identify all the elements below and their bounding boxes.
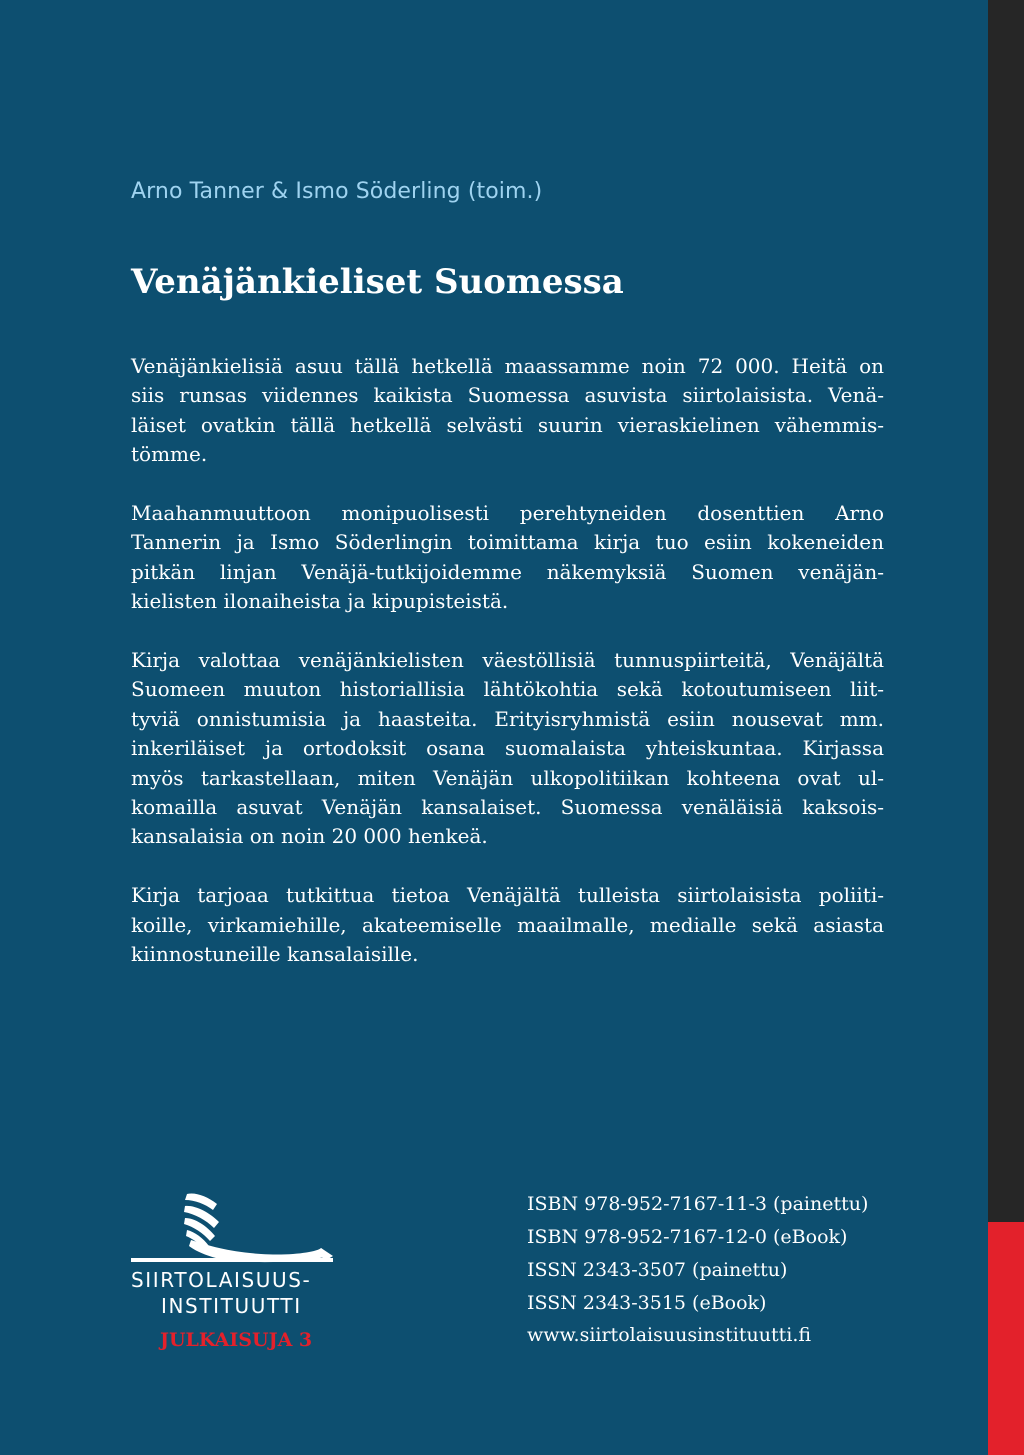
text-line: Maahanmuuttoon monipuolisesti perehtyneiden dosenttien Arno [131,501,884,526]
text-line: kansalaisia on noin 20 000 henkeä. [131,824,488,849]
text-line: inkeriläiset ja ortodoksit osana suomalaista yhteiskuntaa. Kirjassa [131,736,884,761]
identifier-list [527,1188,868,1320]
book-title: Venäjänkieliset Suomessa [131,262,624,302]
text-line: siis runsas viidennes kaikista Suomessa asuvista siirtolaisista. Venä- [131,383,884,408]
text-line: komailla asuvat Venäjän kansalaiset. Suomessa venäläisiä kaksois- [131,795,884,820]
text-line: tömme. [131,442,208,467]
description [131,352,884,999]
issn-ebook: ISSN 2343-3515 (eBook) [527,1292,767,1314]
description-paragraph [131,499,884,617]
text-line: läiset ovatkin tällä hetkellä selvästi suurin vieraskielinen vähemmis- [131,412,884,437]
institute-logo [131,1190,371,1360]
description-paragraph [131,646,884,852]
text-line: myös tarkastellaan, miten Venäjän ulkopolitiikan kohteena ovat ul- [131,765,884,790]
text-line: kielisten ilonaiheista ja kipupisteistä. [131,589,509,614]
text-line: kiinnostuneille kansalaisille. [131,942,419,967]
text-line: Suomeen muuton historiallisia lähtökohtia sekä kotoutumiseen liit- [131,677,884,702]
logo-name-line1: SIIRTOLAISUUS- [131,1268,312,1292]
isbn-print: ISBN 978-952-7167-11-3 (painettu) [527,1193,869,1215]
hand-bird-icon [131,1190,371,1270]
isbn-ebook: ISBN 978-952-7167-12-0 (eBook) [527,1226,848,1248]
description-paragraph [131,881,884,969]
spine-red-band [988,1222,1024,1455]
website-url: www.siirtolaisuusinstituutti.fi [527,1324,812,1346]
series-label: JULKAISUJA 3 [160,1329,313,1351]
logo-name-line2: INSTITUUTTI [161,1294,302,1318]
text-line: Kirja tarjoaa tutkittua tietoa Venäjältä tulleista siirtolaisista poliiti- [131,883,884,908]
text-line: Venäjänkielisiä asuu tällä hetkellä maassamme noin 72 000. Heitä on [131,354,884,378]
text-line: tyviä onnistumisia ja haasteita. Erityisryhmistä esiin nousevat mm. [131,706,884,731]
description-paragraph [131,352,884,470]
text-line: Tannerin ja Ismo Söderlingin toimittama kirja tuo esiin kokeneiden [131,530,884,555]
text-line: Kirja valottaa venäjänkielisten väestöllisiä tunnuspiirteitä, Venäjältä [131,648,884,673]
text-line: pitkän linjan Venäjä-tutkijoidemme näkemyksiä Suomen venäjän- [131,559,884,584]
text-line: koille, virkamiehille, akateemiselle maailmalle, medialle sekä asiasta [131,912,884,937]
authors-line: Arno Tanner & Ismo Söderling (toim.) [131,179,543,204]
issn-print: ISSN 2343-3507 (painettu) [527,1259,788,1281]
